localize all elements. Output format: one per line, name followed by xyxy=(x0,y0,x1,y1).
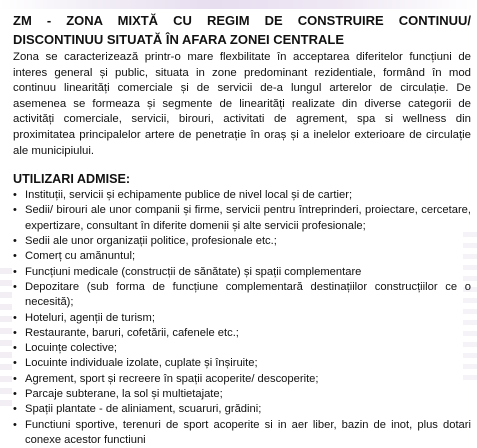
bullet-icon: • xyxy=(13,372,17,385)
list-item xyxy=(13,326,471,341)
list-item-text: Sedii/ birouri ale unor companii și firme, servicii pentru întreprinderi, proiectare, cercetare, expertizare, consultant în diferite domenii și alte servicii profesionale; xyxy=(25,204,471,232)
top-decorative-strip xyxy=(0,0,477,9)
bullet-icon: • xyxy=(13,418,17,431)
list-item xyxy=(13,188,471,203)
zone-description: Zona se caracterizează printr-o mare flexbilitate în acceptarea diferitelor funcțiuni de interes general și public, situata in zone predominant rezidentiale, formând în mod continuu linearități comerciale și de servicii de-a lungul arterelor de circulație. De asemenea se formeaza și segmente de linearități realizate din diverse categorii de activități comerciale, servicii, birouri, activitati de agrement, spa si wellness din proximitatea principalelor artere de penetrație în oraș și a inelelor exterioare de circulație ale municipiului. xyxy=(13,51,471,157)
list-item xyxy=(13,280,471,311)
list-item-text: Funcțiuni medicale (construcții de sănătate) și spații complementare xyxy=(25,265,362,278)
list-item-text: Locuințe colective; xyxy=(25,342,118,355)
bullet-icon: • xyxy=(13,403,17,416)
section-heading-utilizari-admise: UTILIZARI ADMISE: xyxy=(13,172,131,187)
bullet-icon: • xyxy=(13,265,17,278)
bullet-icon: • xyxy=(13,189,17,202)
bullet-icon: • xyxy=(13,280,17,293)
list-item-text: Comerț cu amănuntul; xyxy=(25,250,136,263)
bullet-icon: • xyxy=(13,311,17,324)
bullet-icon: • xyxy=(13,388,17,401)
list-item xyxy=(13,387,471,402)
bullet-icon: • xyxy=(13,326,17,339)
list-item xyxy=(13,356,471,371)
list-item-text: Sedii ale unor organizații politice, profesionale etc.; xyxy=(25,235,277,248)
list-item-text: Functiuni sportive, terenuri de sport acoperite si in aer liber, bazin de inot, plus dotari conexe acestor functiuni xyxy=(25,418,471,446)
list-item xyxy=(13,372,471,387)
list-item-text: Depozitare (sub forma de funcțiune complementară destinațiilor construcțiilor ce o necesită); xyxy=(25,280,471,309)
list-item-text: Instituții, servicii și echipamente publice de nivel local și de cartier; xyxy=(25,189,353,202)
left-watermark-pattern xyxy=(0,268,12,408)
list-item xyxy=(13,234,471,249)
list-item xyxy=(13,249,471,264)
list-item xyxy=(13,418,471,448)
list-item xyxy=(13,265,471,280)
list-item-text: Parcaje subterane, la sol și multietajate; xyxy=(25,388,223,401)
list-item xyxy=(13,311,471,326)
bullet-icon: • xyxy=(13,342,17,355)
bullet-icon: • xyxy=(13,250,17,263)
list-item-text: Restaurante, baruri, cofetării, cafenele etc.; xyxy=(25,326,239,339)
bullet-icon: • xyxy=(13,204,17,217)
list-item xyxy=(13,402,471,417)
list-item-text: Locuinte individuale izolate, cuplate și înșiruite; xyxy=(25,357,258,370)
zone-title-line-2: DISCONTINUU SITUATĂ ÎN AFARA ZONEI CENTRALE xyxy=(13,32,345,47)
bullet-icon: • xyxy=(13,357,17,370)
list-item-text: Hoteluri, agenții de turism; xyxy=(25,311,155,324)
zone-title-line-1: ZM - ZONA MIXTĂ CU REGIM DE CONSTRUIRE CONTINUU/ xyxy=(13,13,471,28)
list-item-text: Agrement, sport și recreere în spații acoperite/ descoperite; xyxy=(25,372,319,385)
list-item xyxy=(13,203,471,234)
allowed-uses-list xyxy=(13,188,471,448)
list-item xyxy=(13,341,471,356)
list-item-text: Spații plantate - de aliniament, scuaruri, grădini; xyxy=(25,403,262,416)
document-page xyxy=(13,11,471,448)
bullet-icon: • xyxy=(13,235,17,248)
